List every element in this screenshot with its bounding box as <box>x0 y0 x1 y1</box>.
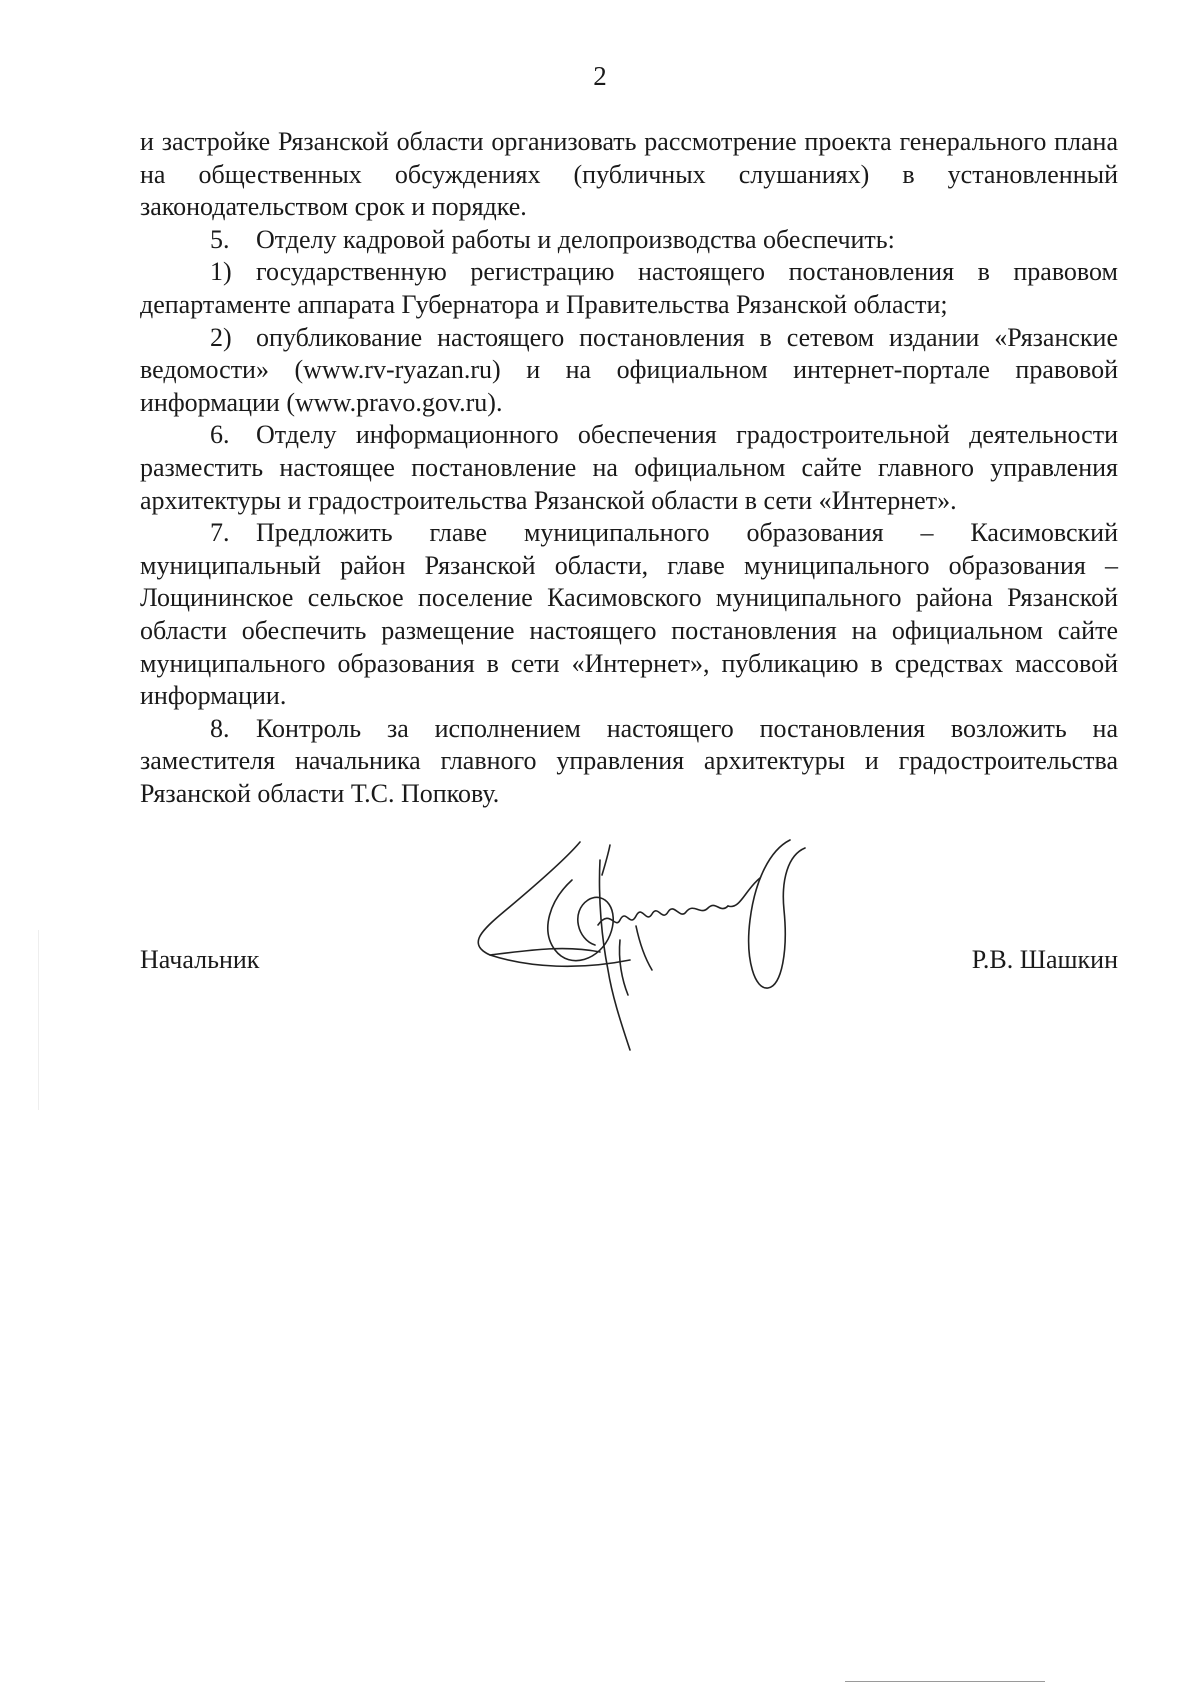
paragraph-5-2 <box>140 322 1118 420</box>
paragraph-7 <box>140 517 1118 713</box>
paragraph-number: 1) <box>210 257 232 287</box>
paragraph-number: 8. <box>210 713 230 743</box>
paragraph-number: 6. <box>210 420 230 450</box>
signature-block <box>140 944 1118 980</box>
signatory-name: Р.В. Шашкин <box>971 945 1118 974</box>
paragraph-text: Контроль за исполнением настоящего постановления возложить на заместителя начальника главного управления архитектуры и градостроительства Рязанской области Т.С. Попкову. <box>140 713 1118 808</box>
paragraph-5-1 <box>140 256 1118 321</box>
paragraph-text: Отделу кадровой работы и делопроизводства обеспечить: <box>256 224 895 254</box>
signatory-title: Начальник <box>140 945 260 974</box>
paragraph-8 <box>140 713 1118 811</box>
paragraph-number: 2) <box>210 322 232 352</box>
scan-margin-artifact <box>38 930 39 1110</box>
paragraph-text: и застройке Рязанской области организовать рассмотрение проекта генерального плана на общественных обсуждениях (публичных слушаниях) в установленный законодательством срок и порядке. <box>140 127 1118 222</box>
paragraph-text: Предложить главе муниципального образования – Касимовский муниципальный район Рязанской области, главе муниципального образования – Лощининское сельское поселение Касимовского муниципального района Рязанской области обеспечить размещение настоящего постановления на официальном сайте муниципального образования в сети «Интернет», публикацию в средствах массовой информации. <box>140 518 1118 711</box>
paragraph-text: опубликование настоящего постановления в сетевом издании «Рязанские ведомости» (www.rv-ryazan.ru) и на официальном интернет-портале правовой информации (www.pravo.gov.ru). <box>140 322 1118 417</box>
paragraph-text: Отделу информационного обеспечения градостроительной деятельности разместить настоящее постановление на официальном сайте главного управления архитектуры и градостроительства Рязанской области в сети «Интернет». <box>140 420 1118 515</box>
scan-bottom-line <box>845 1681 1045 1682</box>
paragraph-text: государственную регистрацию настоящего постановления в правовом департаменте аппарата Губернатора и Правительства Рязанской области; <box>140 257 1118 319</box>
paragraph-5 <box>140 224 1118 257</box>
document-body <box>140 126 1118 810</box>
paragraph-6 <box>140 419 1118 517</box>
page-number: 2 <box>593 61 607 91</box>
paragraph-continuation <box>140 126 1118 224</box>
paragraph-number: 7. <box>210 518 230 548</box>
paragraph-number: 5. <box>210 224 230 254</box>
handwritten-signature <box>470 820 850 1060</box>
